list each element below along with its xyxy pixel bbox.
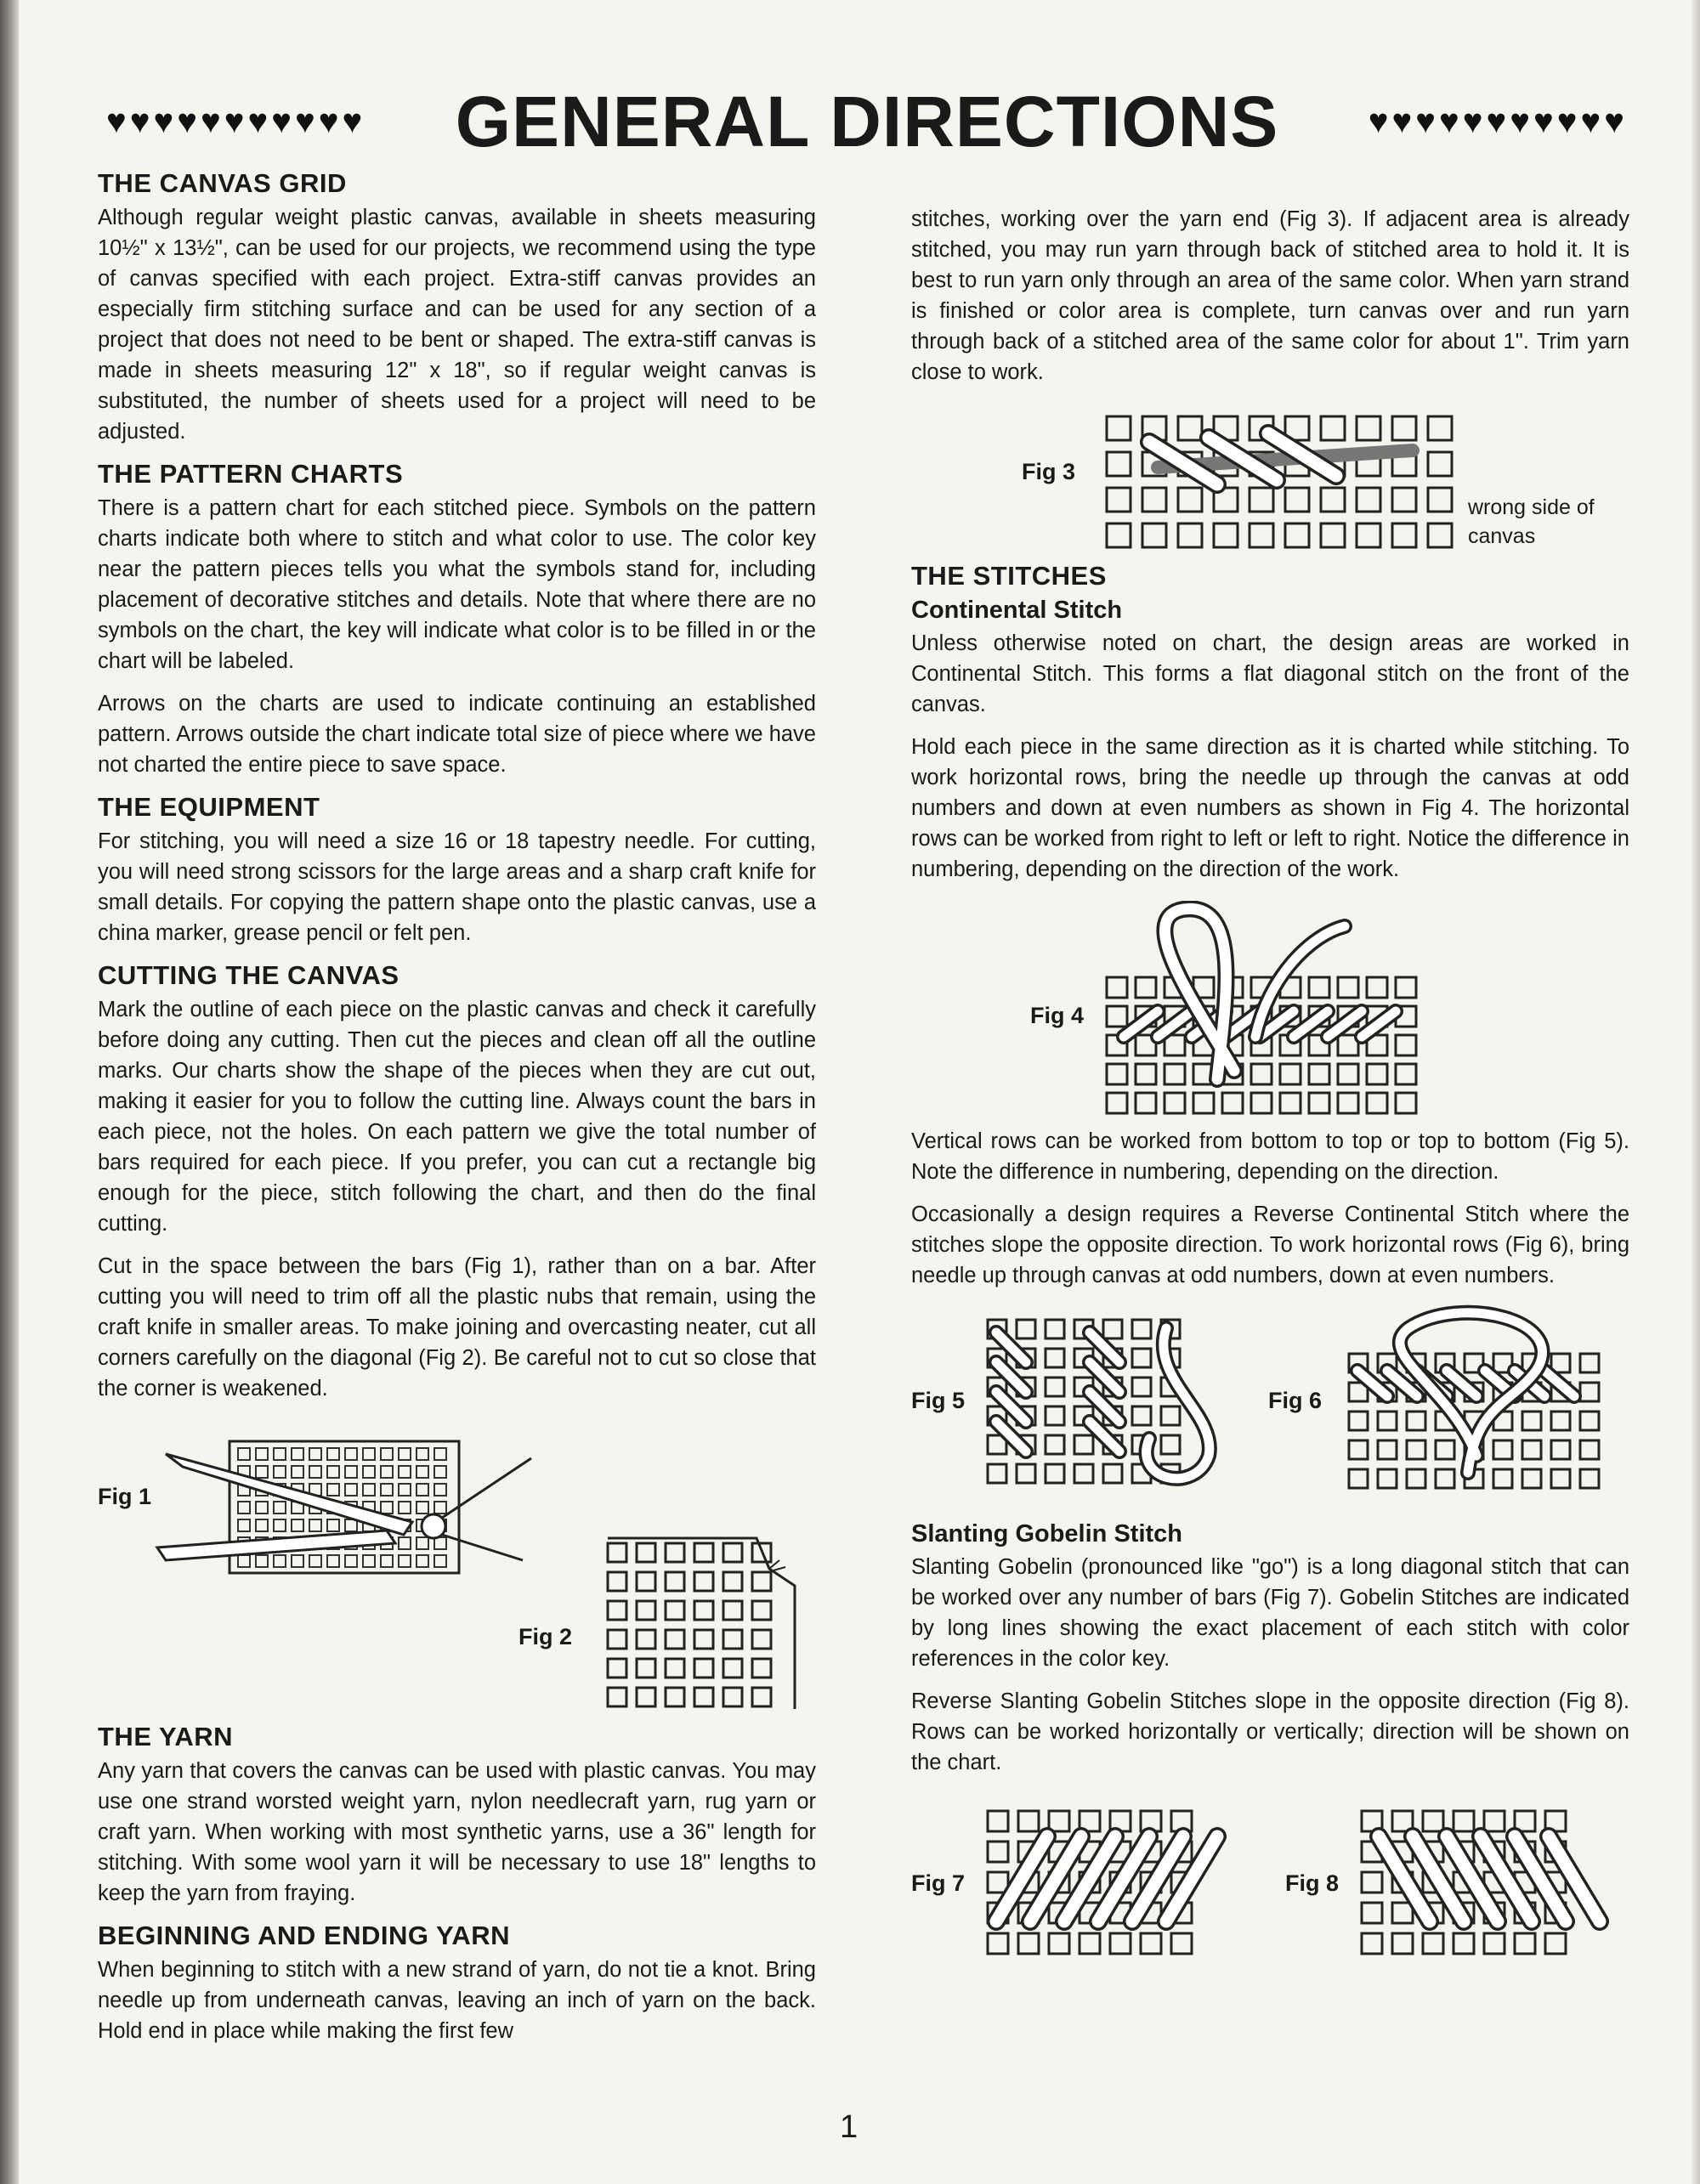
canvas-hole (1338, 1093, 1358, 1113)
section-cutting (98, 960, 816, 1404)
heading-stitches: THE STITCHES (911, 561, 1107, 591)
canvas-hole (752, 1601, 771, 1620)
canvas-hole (1407, 1469, 1425, 1488)
canvas-hole (292, 1466, 303, 1478)
canvas-hole (1222, 1093, 1243, 1113)
canvas-hole (238, 1519, 250, 1531)
canvas-hole (1178, 523, 1202, 547)
canvas-hole (1378, 1412, 1397, 1430)
canvas-hole (1436, 1469, 1454, 1488)
canvas-hole (1046, 1464, 1064, 1483)
canvas-hole (1107, 452, 1130, 476)
canvas-hole (416, 1448, 428, 1460)
canvas-hole (1280, 1064, 1300, 1084)
canvas-hole (274, 1502, 286, 1514)
canvas-hole (1378, 1440, 1397, 1459)
canvas-hole (1338, 977, 1358, 998)
canvas-hole (1017, 1464, 1035, 1483)
canvas-hole (637, 1572, 655, 1591)
paragraph: Arrows on the charts are used to indicate continuing an established pattern. Arrows outside the chart indicate total size of piece where we have not charted the entire piece to save space. (98, 692, 816, 777)
canvas-hole (1545, 1933, 1566, 1954)
canvas-hole (416, 1537, 428, 1549)
canvas-hole (1046, 1435, 1064, 1454)
canvas-hole (1178, 416, 1202, 440)
canvas-hole (1396, 1035, 1416, 1055)
canvas-hole (752, 1688, 771, 1706)
canvas-hole (1141, 1933, 1161, 1954)
canvas-hole (1251, 1064, 1272, 1084)
canvas-hole (752, 1659, 771, 1678)
heading-yarn: THE YARN (98, 1722, 234, 1751)
fig2-label: Fig 2 (518, 1624, 573, 1649)
canvas-hole (1142, 523, 1166, 547)
canvas-hole (637, 1688, 655, 1706)
canvas-hole (399, 1555, 411, 1567)
canvas-hole (1551, 1440, 1570, 1459)
canvas-hole (1107, 416, 1130, 440)
canvas-hole (608, 1659, 626, 1678)
canvas-hole (1454, 1933, 1474, 1954)
canvas-hole (1110, 1933, 1130, 1954)
fig5-vertical-rows-illustration (979, 1311, 1234, 1498)
heading-slanting-gobelin: Slanting Gobelin Stitch (911, 1520, 1182, 1547)
canvas-hole (345, 1466, 357, 1478)
canvas-hole (1136, 977, 1156, 998)
canvas-hole (292, 1448, 303, 1460)
canvas-hole (1493, 1469, 1512, 1488)
canvas-hole (1107, 977, 1127, 998)
canvas-hole (1357, 488, 1380, 512)
canvas-hole (1049, 1933, 1069, 1954)
canvas-hole (666, 1659, 684, 1678)
canvas-hole (1103, 1464, 1122, 1483)
paragraph: Any yarn that covers the canvas can be used with plastic canvas. You may use one strand worsted weight yarn, nylon needlecraft yarn, rug yarn or craft yarn. When working with most synthetic yarns, use a 36" length for stitching. With some wool yarn it will be necessary to use 18" lengths to keep the yarn from fraying. (98, 1759, 816, 1905)
paragraph: There is a pattern chart for each stitched piece. Symbols on the pattern charts indicate both where to stitch and what color to use. The color key near the pattern pieces tells you what the symbols stand for, including placement of decorative stitches and details. Note that where there are no symbols on the chart, the key will indicate what color is to be filled in or the chart will be labeled. (98, 496, 816, 673)
canvas-hole (363, 1448, 375, 1460)
canvas-hole (637, 1659, 655, 1678)
fig3-note: wrong side of canvas (1468, 495, 1595, 548)
fig8-reverse-gobelin-illustration (1353, 1802, 1625, 1972)
canvas-hole (1428, 523, 1452, 547)
canvas-hole (1367, 1064, 1387, 1084)
canvas-hole (309, 1466, 321, 1478)
fig5-label: Fig 5 (911, 1388, 966, 1413)
paragraph: Reverse Slanting Gobelin Stitches slope in the opposite direction (Fig 8). Rows can be worked horizontally or vertically; direction will be shown on the chart. (911, 1689, 1629, 1774)
binding-edge (0, 0, 19, 2184)
canvas-hole (1018, 1811, 1039, 1831)
canvas-hole (1357, 523, 1380, 547)
canvas-hole (416, 1466, 428, 1478)
canvas-hole (345, 1519, 357, 1531)
canvas-hole (274, 1448, 286, 1460)
canvas-hole (381, 1484, 393, 1496)
section-stitches (911, 561, 1629, 885)
canvas-hole (381, 1448, 393, 1460)
canvas-hole (1103, 1320, 1122, 1338)
canvas-hole (327, 1519, 339, 1531)
fig8-label: Fig 8 (1285, 1870, 1340, 1896)
canvas-hole (1580, 1469, 1599, 1488)
paragraph: Vertical rows can be worked from bottom to top or top to bottom (Fig 5). Note the difference in numbering, depending on the direction. (911, 1129, 1629, 1184)
canvas-hole (988, 1464, 1006, 1483)
canvas-hole (1428, 488, 1452, 512)
section-pattern-charts (98, 459, 816, 780)
canvas-hole (238, 1555, 250, 1567)
heading-continental-stitch: Continental Stitch (911, 597, 1123, 624)
canvas-hole (1046, 1349, 1064, 1367)
canvas-hole (399, 1537, 411, 1549)
canvas-hole (694, 1659, 713, 1678)
canvas-hole (434, 1466, 446, 1478)
figure-5-6-area (911, 1303, 1629, 1515)
canvas-hole (416, 1484, 428, 1496)
canvas-hole (1046, 1378, 1064, 1396)
canvas-hole (666, 1601, 684, 1620)
canvas-hole (637, 1630, 655, 1649)
canvas-hole (723, 1543, 742, 1562)
canvas-hole (434, 1448, 446, 1460)
canvas-hole (345, 1484, 357, 1496)
heading-equipment: THE EQUIPMENT (98, 792, 320, 822)
canvas-hole (1551, 1412, 1570, 1430)
canvas-hole (1161, 1406, 1180, 1425)
figure-1-2-area (98, 1416, 816, 1722)
canvas-hole (1280, 1093, 1300, 1113)
canvas-hole (1396, 1064, 1416, 1084)
page-edge-right (1692, 0, 1700, 2184)
canvas-hole (608, 1688, 626, 1706)
canvas-hole (1136, 1064, 1156, 1084)
heading-canvas-grid: THE CANVAS GRID (98, 168, 347, 198)
section-equipment (98, 792, 816, 948)
canvas-hole (1392, 523, 1416, 547)
canvas-hole (752, 1572, 771, 1591)
canvas-hole (666, 1572, 684, 1591)
canvas-hole (1161, 1435, 1180, 1454)
paragraph: Mark the outline of each piece on the plastic canvas and check it carefully before doing any cutting. Then cut the pieces and clean off all the outline marks. Our charts show the shape of the pieces when they are cut out, making it easier for you to follow the cutting line. Always count the bars in each piece, not the holes. On each pattern we give the total number of bars required for each piece. If you prefer, you can cut a rectangle big enough for the piece, stitch following the chart, and then do the final cutting. (98, 998, 816, 1236)
canvas-hole (1357, 416, 1380, 440)
section-yarn (98, 1722, 816, 1909)
heading-cutting: CUTTING THE CANVAS (98, 960, 400, 990)
canvas-hole (988, 1933, 1008, 1954)
canvas-hole (1107, 1006, 1127, 1027)
canvas-hole (1171, 1933, 1192, 1954)
hearts-left-decoration: ♥♥♥♥♥♥♥♥♥♥♥ (106, 102, 366, 140)
canvas-hole (666, 1688, 684, 1706)
canvas-hole (327, 1484, 339, 1496)
canvas-hole (363, 1466, 375, 1478)
canvas-hole (327, 1555, 339, 1567)
canvas-hole (608, 1601, 626, 1620)
left-column (98, 168, 816, 2058)
canvas-hole (309, 1519, 321, 1531)
canvas-hole (988, 1811, 1008, 1831)
canvas-hole (292, 1555, 303, 1567)
canvas-hole (1164, 1093, 1185, 1113)
fig6-reverse-continental-illustration (1340, 1303, 1629, 1507)
paragraph: Unless otherwise noted on chart, the design areas are worked in Continental Stitch. This forms a flat diagonal stitch on the front of the canvas. (911, 631, 1629, 716)
canvas-hole (327, 1448, 339, 1460)
canvas-hole (608, 1630, 626, 1649)
canvas-hole (1136, 1093, 1156, 1113)
canvas-hole (1074, 1464, 1093, 1483)
canvas-hole (723, 1601, 742, 1620)
canvas-hole (1396, 977, 1416, 998)
figure-4-area (911, 897, 1629, 1126)
canvas-hole (1367, 1093, 1387, 1113)
canvas-hole (1392, 416, 1416, 440)
canvas-hole (292, 1519, 303, 1531)
paragraph: Occasionally a design requires a Reverse Continental Stitch where the stitches slope the opposite direction. To work horizontal rows (Fig 6), bring needle up through canvas at odd numbers, down at even numbers. (911, 1202, 1629, 1287)
canvas-hole (256, 1502, 268, 1514)
canvas-hole (399, 1484, 411, 1496)
canvas-hole (238, 1502, 250, 1514)
section-canvas-grid (98, 168, 816, 447)
canvas-hole (1309, 977, 1329, 998)
canvas-hole (434, 1484, 446, 1496)
canvas-hole (988, 1842, 1008, 1862)
canvas-hole (399, 1448, 411, 1460)
right-column (911, 204, 1629, 1977)
canvas-hole (274, 1466, 286, 1478)
canvas-hole (1321, 523, 1345, 547)
canvas-hole (1321, 488, 1345, 512)
canvas-hole (1214, 523, 1238, 547)
canvas-hole (1378, 1469, 1397, 1488)
canvas-hole (327, 1466, 339, 1478)
canvas-hole (434, 1555, 446, 1567)
canvas-hole (1407, 1412, 1425, 1430)
canvas-hole (637, 1601, 655, 1620)
canvas-hole (274, 1519, 286, 1531)
canvas-hole (1484, 1811, 1504, 1831)
canvas-hole (1493, 1440, 1512, 1459)
canvas-hole (399, 1466, 411, 1478)
canvas-hole (1080, 1933, 1100, 1954)
paragraph: Cut in the space between the bars (Fig 1), rather than on a bar. After cutting you will need to trim off all the plastic nubs that remain, using the craft knife in smaller areas. To make joining and overcasting neater, cut all corners carefully on the diagonal (Fig 2). Be careful not to cut so close that the corner is weakened. (98, 1254, 816, 1400)
canvas-hole (1321, 416, 1345, 440)
canvas-hole (1107, 523, 1130, 547)
canvas-hole (637, 1543, 655, 1562)
canvas-hole (434, 1502, 446, 1514)
canvas-hole (363, 1484, 375, 1496)
paragraph-continued: stitches, working over the yarn end (Fig 3). If adjacent area is already stitched, you may run yarn through back of stitched area to hold it. It is best to run yarn only through an area of the same color. When yarn strand is finished or color area is complete, turn canvas over and run yarn through back of a stitched area of the same color for about 1". Trim yarn close to work. (911, 207, 1629, 384)
canvas-hole (381, 1555, 393, 1567)
canvas-hole (1423, 1811, 1443, 1831)
canvas-hole (1349, 1469, 1368, 1488)
canvas-hole (345, 1555, 357, 1567)
paragraph: Hold each piece in the same direction as it is charted while stitching. To work horizontal rows, bring the needle up through the canvas at odd numbers and down at even numbers as shown in Fig 4. The horizontal rows can be worked from right to left or left to right. Notice the difference in numbering, depending on the direction of the work. (911, 735, 1629, 881)
fig3-wrong-side-illustration (1098, 408, 1515, 552)
canvas-hole (1396, 1093, 1416, 1113)
canvas-hole (1046, 1406, 1064, 1425)
canvas-hole (1164, 1064, 1185, 1084)
canvas-hole (1018, 1933, 1039, 1954)
canvas-hole (1362, 1903, 1382, 1923)
canvas-hole (1522, 1440, 1541, 1459)
section-slanting-gobelin (911, 1520, 1629, 1778)
canvas-hole (694, 1688, 713, 1706)
canvas-hole (1107, 488, 1130, 512)
canvas-hole (1349, 1440, 1368, 1459)
paragraph: When beginning to stitch with a new strand of yarn, do not tie a knot. Bring needle up from underneath canvas, leaving an inch of yarn on the back. Hold end in place while making the first few (98, 1958, 816, 2043)
canvas-hole (381, 1502, 393, 1514)
fig7-label: Fig 7 (911, 1870, 966, 1896)
canvas-hole (1407, 1440, 1425, 1459)
canvas-hole (256, 1466, 268, 1478)
canvas-hole (1017, 1320, 1035, 1338)
canvas-hole (694, 1630, 713, 1649)
hearts-right-decoration: ♥♥♥♥♥♥♥♥♥♥♥ (1368, 102, 1628, 140)
canvas-hole (1132, 1406, 1151, 1425)
canvas-hole (723, 1688, 742, 1706)
canvas-hole (1522, 1412, 1541, 1430)
canvas-hole (1132, 1349, 1151, 1367)
heading-beginning-ending: BEGINNING AND ENDING YARN (98, 1921, 511, 1950)
heading-pattern-charts: THE PATTERN CHARTS (98, 459, 404, 489)
canvas-hole (1362, 1933, 1382, 1954)
section-beginning-ending (98, 1921, 816, 2046)
canvas-hole (1142, 488, 1166, 512)
canvas-hole (256, 1555, 268, 1567)
page-title: GENERAL DIRECTIONS (455, 81, 1279, 161)
canvas-hole (1132, 1320, 1151, 1338)
canvas-hole (363, 1555, 375, 1567)
canvas-hole (1132, 1378, 1151, 1396)
canvas-hole (1178, 488, 1202, 512)
fig4-label: Fig 4 (1030, 1003, 1085, 1028)
canvas-hole (1193, 1093, 1214, 1113)
canvas-hole (1392, 488, 1416, 512)
fig7-slanting-gobelin-illustration (979, 1802, 1234, 1972)
canvas-hole (723, 1572, 742, 1591)
canvas-hole (256, 1519, 268, 1531)
paragraph: For stitching, you will need a size 16 or 18 tapestry needle. For cutting, you will need strong scissors for the large areas and a sharp craft knife for small details. For copying the pattern shape onto the plastic canvas, use a china marker, grease pencil or felt pen. (98, 829, 816, 945)
canvas-hole (309, 1448, 321, 1460)
canvas-hole (608, 1572, 626, 1591)
canvas-hole (666, 1630, 684, 1649)
canvas-hole (1046, 1320, 1064, 1338)
canvas-hole (1392, 1933, 1413, 1954)
canvas-hole (1454, 1811, 1474, 1831)
paragraph: Slanting Gobelin (pronounced like "go") is a long diagonal stitch that can be worked over any number of bars (Fig 7). Gobelin Stitches are indicated by long lines showing the exact placement of each stitch with color references in the color key. (911, 1555, 1629, 1671)
canvas-hole (1436, 1440, 1454, 1459)
canvas-hole (1367, 977, 1387, 998)
canvas-hole (416, 1502, 428, 1514)
canvas-hole (1309, 1064, 1329, 1084)
canvas-hole (1349, 1412, 1368, 1430)
canvas-hole (1362, 1872, 1382, 1893)
canvas-hole (1250, 488, 1273, 512)
canvas-hole (1285, 488, 1309, 512)
canvas-hole (666, 1543, 684, 1562)
fig6-label: Fig 6 (1268, 1388, 1323, 1413)
canvas-hole (399, 1502, 411, 1514)
canvas-hole (1580, 1412, 1599, 1430)
canvas-hole (1049, 1811, 1069, 1831)
canvas-hole (256, 1448, 268, 1460)
canvas-hole (1580, 1354, 1599, 1372)
canvas-hole (752, 1630, 771, 1649)
canvas-hole (1285, 523, 1309, 547)
canvas-hole (1580, 1440, 1599, 1459)
figure-7-8-area (911, 1790, 1629, 1977)
canvas-hole (1522, 1469, 1541, 1488)
canvas-hole (1250, 523, 1273, 547)
canvas-hole (416, 1555, 428, 1567)
canvas-hole (694, 1543, 713, 1562)
canvas-hole (238, 1448, 250, 1460)
canvas-hole (1074, 1435, 1093, 1454)
page-header (106, 75, 1628, 168)
fig4-continental-illustration (1098, 901, 1438, 1122)
canvas-hole (1428, 452, 1452, 476)
paragraph: Although regular weight plastic canvas, available in sheets measuring 10½" x 13½", can be used for our projects, we recommend using the type of canvas specified with each project. Extra-stiff canvas provides an especially firm stitching surface and can be used for any section of a project that does not need to be bent or shaped. The extra-stiff canvas is made in sheets measuring 12" x 18", so if regular weight canvas is substituted, the number of sheets used for a project will need to be adjusted. (98, 206, 816, 444)
canvas-hole (694, 1572, 713, 1591)
canvas-hole (723, 1630, 742, 1649)
canvas-hole (1515, 1933, 1535, 1954)
canvas-hole (345, 1448, 357, 1460)
fig1-label: Fig 1 (98, 1484, 152, 1509)
canvas-hole (1309, 1093, 1329, 1113)
canvas-hole (1428, 416, 1452, 440)
fig2-corner-cut-illustration (599, 1535, 812, 1713)
figure-3-area (911, 399, 1629, 561)
canvas-hole (1338, 1064, 1358, 1084)
canvas-hole (1107, 1093, 1127, 1113)
canvas-hole (1551, 1469, 1570, 1488)
canvas-hole (1484, 1933, 1504, 1954)
canvas-hole (694, 1601, 713, 1620)
fig1-scissors-illustration (132, 1433, 616, 1586)
canvas-hole (381, 1466, 393, 1478)
fig3-label: Fig 3 (1022, 459, 1076, 484)
canvas-hole (1423, 1933, 1443, 1954)
canvas-hole (274, 1555, 286, 1567)
canvas-hole (1107, 1064, 1127, 1084)
canvas-hole (309, 1555, 321, 1567)
canvas-hole (1251, 1093, 1272, 1113)
canvas-hole (1580, 1383, 1599, 1401)
canvas-hole (723, 1659, 742, 1678)
canvas-hole (608, 1543, 626, 1562)
page-number: 1 (840, 2109, 858, 2145)
